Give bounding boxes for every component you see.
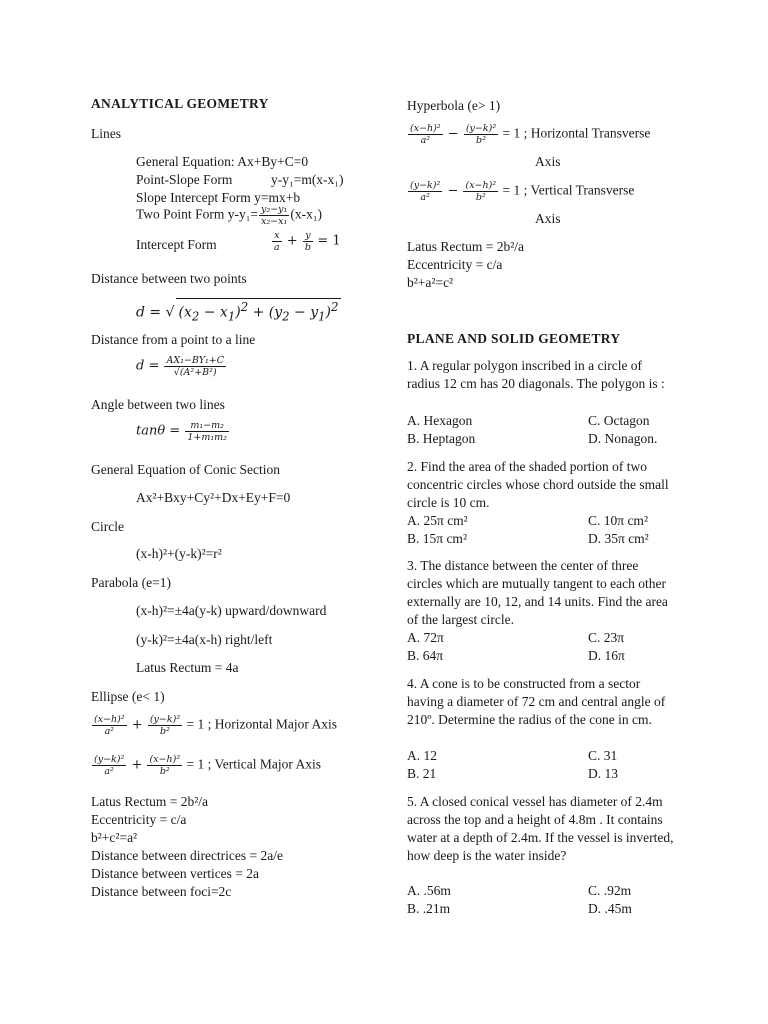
parabola-header: Parabola (e=1) [91, 575, 171, 590]
two-point-num: y₂−y₁ [261, 204, 288, 215]
lines-header: Lines [91, 126, 121, 141]
ellipse-latus: Latus Rectum = 2b²/a [91, 794, 209, 809]
q5-option-d: D. .45m [588, 901, 632, 916]
hyperbola-horizontal-eq: $\frac{\text{(x−h)²}}{\text{a²}}$ − $\frac{\text{(y−k)²}}{\text{b²}}$ = 1 ; Horizontal Transverse [410, 123, 651, 146]
q1-option-a: A. Hexagon [407, 413, 473, 428]
hyp-rel: b²+a²=c² [407, 275, 454, 290]
question-2-text: 2. Find the area of the shaded portion of two concentric circles whose chord outside the small circle is 10 cm. [407, 459, 669, 510]
slope-intercept: Slope Intercept Form y=mx+b [136, 190, 301, 205]
hyp-v-axis: Axis [535, 211, 561, 226]
q3-option-b: B. 64π [407, 648, 444, 663]
two-point-tail: (x-x₁) [290, 206, 323, 222]
distance-point-line-header: Distance from a point to a line [91, 332, 256, 347]
parabola-eq1: (x-h)²=±4a(y-k) upward/downward [136, 603, 327, 618]
point-slope-eq: y-y₁=m(x-x₁) [271, 172, 344, 187]
q1-option-c: C. Octagon [588, 413, 650, 428]
angle-num: m₁−m₂ [185, 420, 229, 432]
two-point-label: Two Point Form y-y₁= [136, 206, 259, 222]
q4-option-a: A. 12 [407, 748, 437, 763]
question-1-text: 1. A regular polygon inscribed in a circle of radius 12 cm has 20 diagonals. The polygon is : [407, 358, 665, 391]
q4-option-b: B. 21 [407, 766, 437, 781]
q4-option-c: C. 31 [588, 748, 618, 763]
ellipse-ecc: Eccentricity = c/a [91, 812, 187, 827]
intercept-eq: $\frac{x}{a}$ + $\frac{y}{b}$ = 1 [274, 230, 341, 253]
parabola-latus: Latus Rectum = 4a [136, 660, 239, 675]
parabola-eq2: (y-k)²=±4a(x-h) right/left [136, 632, 273, 647]
section-title-plane-solid: PLANE AND SOLID GEOMETRY [407, 331, 621, 346]
dist-foci: Distance between foci=2c [91, 884, 232, 899]
q5-option-a: A. .56m [407, 883, 451, 898]
q2-option-b: B. 15π cm² [407, 531, 467, 546]
general-equation: General Equation: Ax+By+C=0 [136, 154, 309, 169]
q2-option-a: A. 25π cm² [407, 513, 468, 528]
q4-option-d: D. 13 [588, 766, 618, 781]
conic-header: General Equation of Conic Section [91, 462, 280, 477]
two-point-fraction [259, 204, 289, 227]
ellipse-horizontal-eq: $\frac{\text{(x−h)²}}{\text{a²}}$ + $\frac{\text{(y−k)²}}{\text{b²}}$ = 1 ; Horizontal Major Axis [94, 714, 338, 737]
distance-two-points-header: Distance between two points [91, 271, 247, 286]
q5-option-b: B. .21m [407, 901, 451, 916]
point-slope-label: Point-Slope Form [136, 172, 233, 187]
angle-den: 1+m₁m₂ [187, 432, 227, 443]
q2-option-d: D. 35π cm² [588, 531, 649, 546]
dist-directrices: Distance between directrices = 2a/e [91, 848, 284, 863]
distance-point-line-eq: d = $\frac{\text{AX₁−BY₁+C}}{\text{√(A²+B²)}}$ [136, 355, 224, 378]
angle-header: Angle between two lines [91, 397, 225, 412]
q5-option-c: C. .92m [588, 883, 632, 898]
ellipse-vertical-eq: $\frac{\text{(y−k)²}}{\text{a²}}$ + $\frac{\text{(x−h)²}}{\text{b²}}$ = 1 ; Vertical Major Axis [94, 754, 322, 777]
hyp-h-axis: Axis [535, 154, 561, 169]
circle-eq: (x-h)²+(y-k)²=r² [136, 546, 222, 561]
hyperbola-vertical-eq: $\frac{\text{(y−k)²}}{\text{a²}}$ − $\frac{\text{(x−h)²}}{\text{b²}}$ = 1 ; Vertical Transverse [410, 180, 635, 203]
ellipse-v-label: = 1 ; Vertical Major Axis [186, 756, 322, 772]
distance-two-points-eq: d = √ $(x_2 - x_1)^2 + (y_2 - y_1)^2$ [136, 298, 341, 325]
question-4-text: 4. A cone is to be constructed from a sector having a diameter of 72 cm and central angle of 210º. Determine the radius of the cone in cm. [407, 676, 666, 727]
q3-option-a: A. 72π [407, 630, 444, 645]
conic-eq: Ax²+Bxy+Cy²+Dx+Ey+F=0 [136, 490, 291, 505]
ellipse-header: Ellipse (e< 1) [91, 689, 165, 704]
ellipse-rel: b²+c²=a² [91, 830, 138, 845]
two-point-den: x₂−x₁ [261, 216, 288, 227]
q1-option-b: B. Heptagon [407, 431, 476, 446]
section-title-analytical-geometry: ANALYTICAL GEOMETRY [91, 96, 269, 111]
intercept-eq-tail: = 1 [317, 233, 341, 249]
hyp-latus: Latus Rectum = 2b²/a [407, 239, 525, 254]
two-point-form [136, 204, 322, 227]
circle-header: Circle [91, 519, 124, 534]
dpl-den: √(A²+B²) [173, 367, 217, 378]
question-5-text: 5. A closed conical vessel has diameter of 2.4m across the top and a height of 4.8m . It contains water at a depth of 2.4m. If the vessel is inverted, how deep is the water inside? [407, 794, 674, 863]
dpl-num: AX₁−BY₁+C [166, 355, 224, 366]
question-3-text: 3. The distance between the center of three circles which are mutually tangent to each other externally are 10, 12, and 14 units. Find the area of the largest circle. [407, 558, 668, 627]
angle-eq: tanθ = $\frac{\text{m₁−m₂}}{\text{1+m₁m₂}}$ [136, 420, 227, 443]
intercept-label: Intercept Form [136, 237, 217, 252]
q3-option-d: D. 16π [588, 648, 625, 663]
hyp-h-label: = 1 ; Horizontal Transverse [502, 125, 651, 141]
hyp-ecc: Eccentricity = c/a [407, 257, 503, 272]
ellipse-h-label: = 1 ; Horizontal Major Axis [186, 716, 338, 732]
q2-option-c: C. 10π cm² [588, 513, 648, 528]
dist-vertices: Distance between vertices = 2a [91, 866, 260, 881]
hyp-v-label: = 1 ; Vertical Transverse [502, 182, 635, 198]
q1-option-d: D. Nonagon. [588, 431, 658, 446]
hyperbola-header: Hyperbola (e> 1) [407, 98, 501, 113]
q3-option-c: C. 23π [588, 630, 625, 645]
